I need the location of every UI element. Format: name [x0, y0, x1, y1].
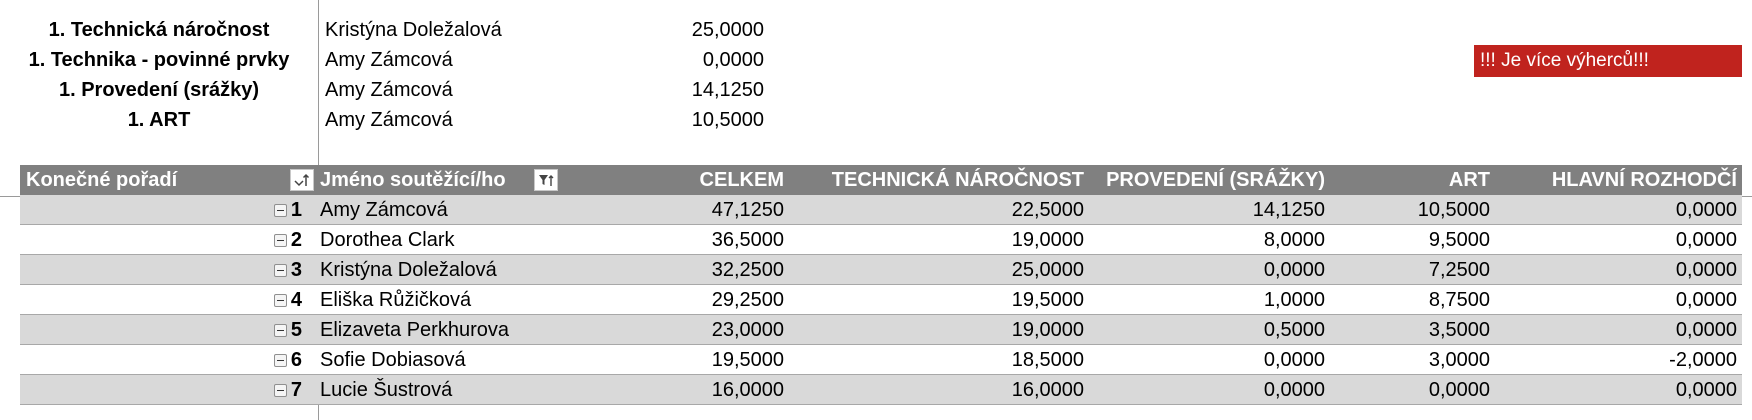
summary-score: 0,0000: [702, 49, 764, 71]
execution-score: 14,1250: [1252, 199, 1325, 221]
header-name: Jméno soutěžící/ho: [320, 169, 506, 191]
header-technical: TECHNICKÁ NÁROČNOST: [831, 169, 1084, 191]
total-score: 32,2500: [711, 259, 784, 281]
contestant-name: Kristýna Doležalová: [320, 259, 497, 281]
total-score: 29,2500: [711, 289, 784, 311]
summary-row: [0, 75, 780, 105]
multiple-winners-warning: !!! Je více výherců!!!: [1474, 45, 1742, 77]
rank-number: 1: [290, 199, 302, 221]
summary-row: [0, 105, 780, 135]
summary-category: 1. Provedení (srážky): [58, 79, 260, 101]
total-score: 19,5000: [711, 349, 784, 371]
execution-score: 0,5000: [1263, 319, 1325, 341]
summary-category: 1. Technická náročnost: [48, 19, 270, 41]
technical-score: 25,0000: [1011, 259, 1084, 281]
technical-score: 19,0000: [1011, 229, 1084, 251]
head-judge-score: 0,0000: [1675, 319, 1737, 341]
summary-score: 14,1250: [691, 79, 764, 101]
total-score: 36,5000: [711, 229, 784, 251]
header-execution: PROVEDENÍ (SRÁŽKY): [1106, 169, 1325, 191]
head-judge-score: 0,0000: [1675, 229, 1737, 251]
technical-score: 16,0000: [1011, 379, 1084, 401]
head-judge-score: 0,0000: [1675, 259, 1737, 281]
table-row: [20, 375, 1742, 405]
total-score: 23,0000: [711, 319, 784, 341]
contestant-name: Sofie Dobiasová: [320, 349, 466, 371]
art-score: 10,5000: [1417, 199, 1490, 221]
collapse-icon[interactable]: [274, 234, 287, 247]
rank-number: 7: [290, 379, 302, 401]
execution-score: 0,0000: [1263, 259, 1325, 281]
technical-score: 19,5000: [1011, 289, 1084, 311]
collapse-icon[interactable]: [274, 294, 287, 307]
table-header: [20, 165, 1742, 195]
contestant-name: Elizaveta Perkhurova: [320, 319, 509, 341]
table-row: [20, 345, 1742, 375]
summary-category: 1. ART: [127, 109, 191, 131]
head-judge-score: 0,0000: [1675, 379, 1737, 401]
contestant-name: Eliška Růžičková: [320, 289, 472, 311]
rank-number: 5: [290, 319, 302, 341]
technical-score: 18,5000: [1011, 349, 1084, 371]
summary-winner: Amy Zámcová: [325, 79, 453, 101]
table-row: [20, 225, 1742, 255]
summary-score: 25,0000: [691, 19, 764, 41]
collapse-icon[interactable]: [274, 354, 287, 367]
table-row: [20, 195, 1742, 225]
header-total: CELKEM: [699, 169, 784, 191]
collapse-icon[interactable]: [274, 204, 287, 217]
art-score: 8,7500: [1428, 289, 1490, 311]
header-rank: Konečné pořadí: [26, 169, 178, 191]
collapse-icon[interactable]: [274, 384, 287, 397]
table-row: [20, 285, 1742, 315]
contestant-name: Lucie Šustrová: [320, 379, 453, 401]
summary-row: [0, 45, 780, 75]
total-score: 47,1250: [711, 199, 784, 221]
execution-score: 8,0000: [1263, 229, 1325, 251]
header-head-judge: HLAVNÍ ROZHODČÍ: [1551, 169, 1737, 191]
contestant-name: Amy Zámcová: [320, 199, 448, 221]
results-table: [20, 165, 1742, 405]
collapse-icon[interactable]: [274, 264, 287, 277]
head-judge-score: 0,0000: [1675, 199, 1737, 221]
art-score: 9,5000: [1428, 229, 1490, 251]
sort-ascending-icon[interactable]: [290, 169, 314, 191]
execution-score: 1,0000: [1263, 289, 1325, 311]
contestant-name: Dorothea Clark: [320, 229, 455, 251]
summary-category: 1. Technika - povinné prvky: [28, 49, 290, 71]
total-score: 16,0000: [711, 379, 784, 401]
summary-winner: Kristýna Doležalová: [325, 19, 502, 41]
art-score: 3,0000: [1428, 349, 1490, 371]
rank-number: 3: [290, 259, 302, 281]
art-score: 7,2500: [1428, 259, 1490, 281]
technical-score: 22,5000: [1011, 199, 1084, 221]
rank-number: 6: [290, 349, 302, 371]
rank-number: 2: [290, 229, 302, 251]
summary-score: 10,5000: [691, 109, 764, 131]
table-row: [20, 255, 1742, 285]
collapse-icon[interactable]: [274, 324, 287, 337]
art-score: 0,0000: [1428, 379, 1490, 401]
header-art: ART: [1448, 169, 1490, 191]
execution-score: 0,0000: [1263, 349, 1325, 371]
head-judge-score: 0,0000: [1675, 289, 1737, 311]
summary-winner: Amy Zámcová: [325, 109, 453, 131]
summary-row: [0, 15, 780, 45]
art-score: 3,5000: [1428, 319, 1490, 341]
summary-winner: Amy Zámcová: [325, 49, 453, 71]
filter-icon[interactable]: [534, 169, 558, 191]
rank-number: 4: [290, 289, 302, 311]
table-row: [20, 315, 1742, 345]
technical-score: 19,0000: [1011, 319, 1084, 341]
execution-score: 0,0000: [1263, 379, 1325, 401]
head-judge-score: -2,0000: [1669, 349, 1737, 371]
